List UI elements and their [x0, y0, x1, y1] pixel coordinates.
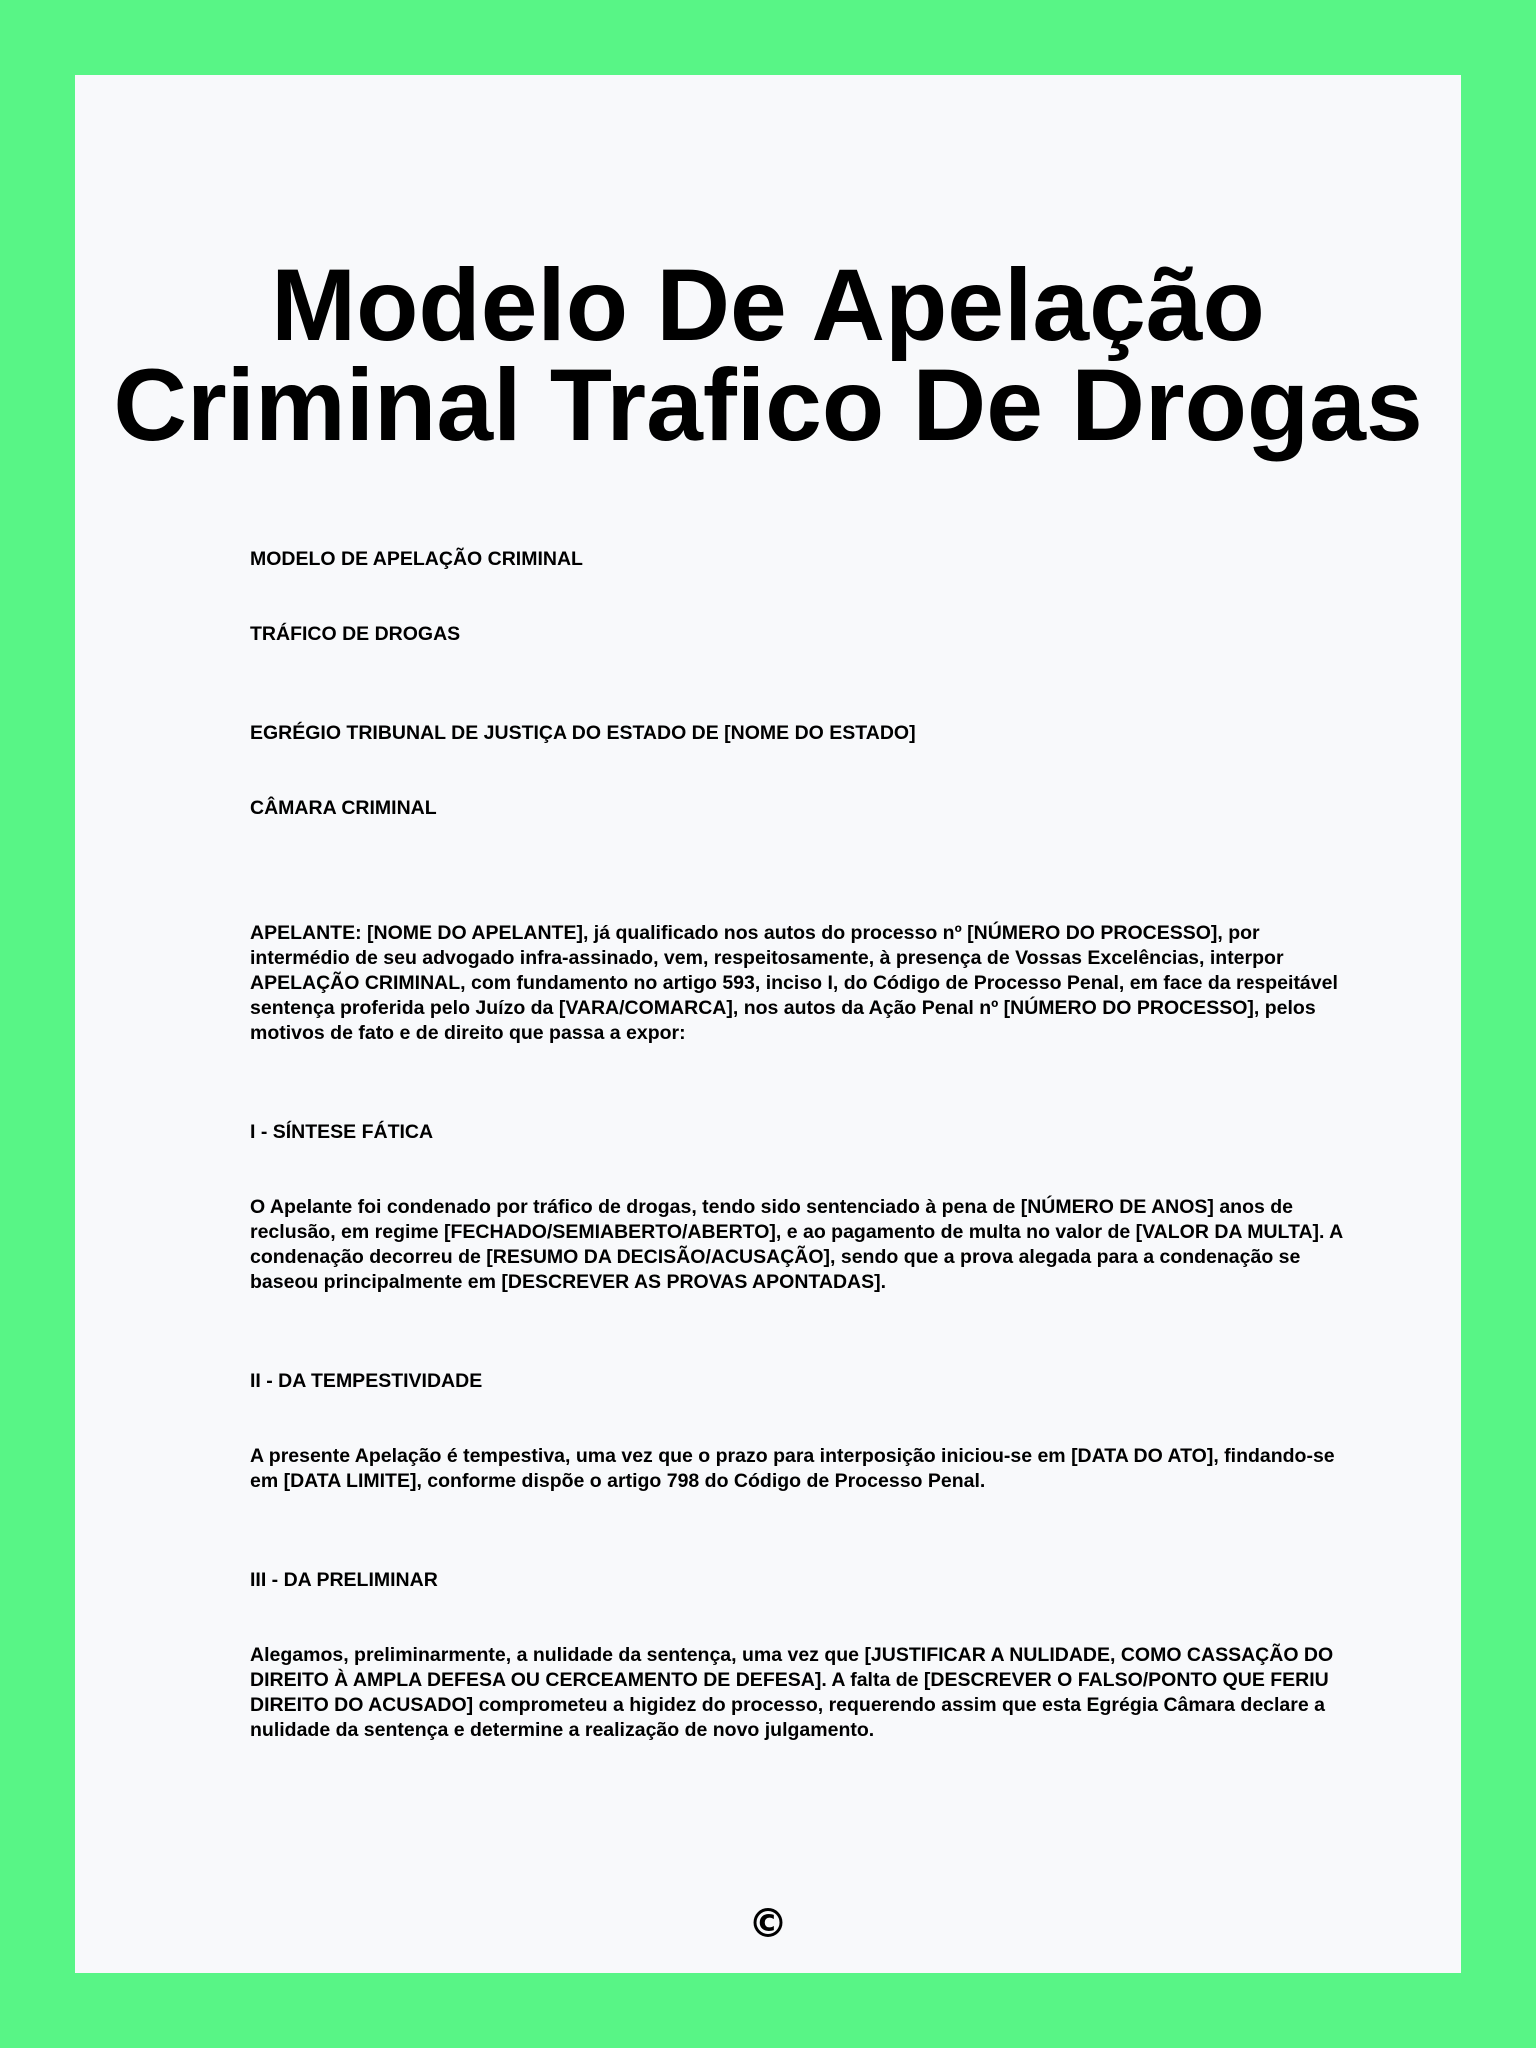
paragraph-sintese: O Apelante foi condenado por tráfico de drogas, tendo sido sentenciado à pena de [NÚMERO DE ANOS] anos de reclusão, em regime [FECHADO/SEMIABERTO/ABERTO], e ao pagamento de multa no valor de [VALOR DA MULTA]. A condenação decorreu de [RESUMO DA DECISÃO/ACUSAÇÃO], sendo que a prova alegada para a condenação se baseou principalmente em [DESCREVER AS PROVAS APONTADAS]. — [250, 1196, 1343, 1293]
section-heading-sintese: I - SÍNTESE FÁTICA — [250, 1121, 434, 1143]
copyright-icon: © — [748, 1901, 788, 1947]
heading-camara: CÂMARA CRIMINAL — [250, 797, 437, 819]
document-page — [75, 75, 1461, 1973]
paragraph-preliminar: Alegamos, preliminarmente, a nulidade da sentença, uma vez que [JUSTIFICAR A NULIDADE, COMO CASSAÇÃO DO DIREITO À AMPLA DEFESA OU CERCEAMENTO DE DEFESA]. A falta de [DESCREVER O FALSO/PONTO QUE FERIU DIREITO DO ACUSADO] comprometeu a higidez do processo, requerendo assim que esta Egrégia Câmara declare a nulidade da sentença e determine a realização de novo julgamento. — [250, 1644, 1334, 1741]
title-line-2: Criminal Trafico De Drogas — [113, 348, 1423, 462]
title-line-1: Modelo De Apelação — [271, 248, 1265, 362]
heading-trafico: TRÁFICO DE DROGAS — [250, 623, 461, 645]
document-title — [75, 248, 1461, 462]
section-heading-preliminar: III - DA PRELIMINAR — [250, 1569, 438, 1591]
section-heading-tempestividade: II - DA TEMPESTIVIDADE — [250, 1370, 483, 1392]
paragraph-apelante: APELANTE: [NOME DO APELANTE], já qualificado nos autos do processo nº [NÚMERO DO PROCESSO], por intermédio de seu advogado infra-assinado, vem, respeitosamente, à presença de Vossas Excelências, interpor APELAÇÃO CRIMINAL, com fundamento no artigo 593, inciso I, do Código de Processo Penal, em face da respeitável sentença proferida pelo Juízo da [VARA/COMARCA], nos autos da Ação Penal nº [NÚMERO DO PROCESSO], pelos motivos de fato e de direito que passa a expor: — [250, 922, 1338, 1044]
heading-tribunal: EGRÉGIO TRIBUNAL DE JUSTIÇA DO ESTADO DE [NOME DO ESTADO] — [250, 722, 916, 744]
paragraph-tempestividade: A presente Apelação é tempestiva, uma vez que o prazo para interposição iniciou-se em [DATA DO ATO], findando-se em [DATA LIMITE], conforme dispõe o artigo 798 do Código de Processo Penal. — [250, 1445, 1335, 1492]
document-body — [250, 547, 1360, 1743]
heading-modelo: MODELO DE APELAÇÃO CRIMINAL — [250, 548, 583, 570]
